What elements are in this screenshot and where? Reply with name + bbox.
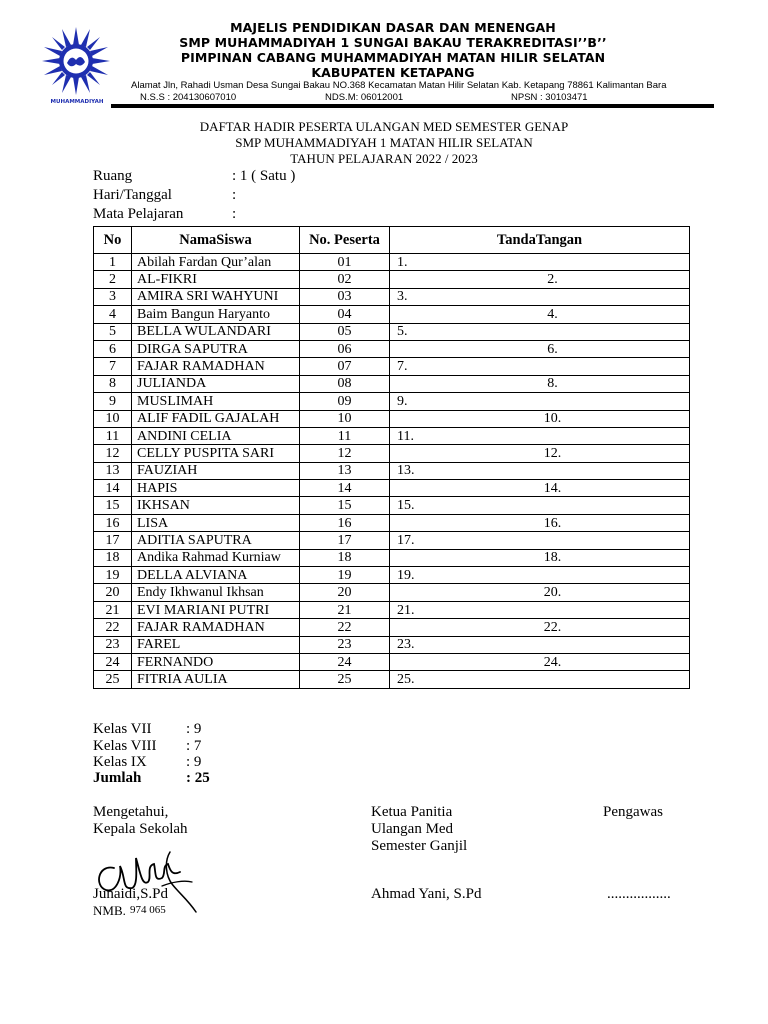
doc-title-line-1: DAFTAR HADIR PESERTA ULANGAN MED SEMESTER GENAP [199,119,569,134]
row-no: 22 [94,619,132,636]
row-no: 14 [94,480,132,497]
row-tanda-tangan: 17. [390,532,690,549]
row-tanda-tangan: 25. [390,671,690,688]
meta-tanggal-value: : [232,187,237,203]
table-row [94,410,690,427]
row-no-peserta: 13 [300,462,390,479]
row-no: 10 [94,410,132,427]
row-tanda-tangan: 2. [390,271,690,288]
row-tanda-tangan: 19. [390,567,690,584]
row-no-peserta: 19 [300,567,390,584]
row-nama-siswa: AL-FIKRI [132,271,300,288]
header-address: Alamat Jln, Rahadi Usman Desa Sungai Bakau NO.368 Kecamatan Matan Hilir Selatan Kab. Ketapang 78861 Kalimantan Bara [131,80,667,91]
row-tanda-tangan: 18. [390,549,690,566]
row-no: 11 [94,427,132,444]
row-no: 5 [94,323,132,340]
row-no: 13 [94,462,132,479]
row-no-peserta: 06 [300,340,390,357]
summary-kelas9-label: Kelas IX [93,754,147,770]
row-tanda-tangan: 9. [390,393,690,410]
table-row [94,636,690,653]
sign-left-line-2: Kepala Sekolah [93,821,188,837]
row-nama-siswa: ADITIA SAPUTRA [132,532,300,549]
row-no: 19 [94,567,132,584]
row-no-peserta: 05 [300,323,390,340]
header-nss: N.S.S : 204130607010 [140,92,237,103]
table-row [94,480,690,497]
sign-middle-line-3: Semester Ganjil [371,838,468,854]
col-header-tandatangan: TandaTangan [390,227,690,254]
sign-middle-line-1: Ketua Panitia [371,804,453,820]
sign-left-line-1: Mengetahui, [93,804,169,820]
row-nama-siswa: FERNANDO [132,653,300,670]
row-no: 12 [94,445,132,462]
row-nama-siswa: FITRIA AULIA [132,671,300,688]
row-no-peserta: 01 [300,254,390,271]
row-no: 9 [94,393,132,410]
row-no-peserta: 16 [300,514,390,531]
summary-jumlah-value: : 25 [186,770,210,786]
header-line-2: SMP MUHAMMADIYAH 1 SUNGAI BAKAU TERAKREDITASI’’B’’ [179,35,607,50]
row-no: 23 [94,636,132,653]
table-row [94,427,690,444]
table-row [94,653,690,670]
row-no: 15 [94,497,132,514]
row-tanda-tangan: 8. [390,375,690,392]
header-line-4: KABUPATEN KETAPANG [311,65,475,80]
table-row [94,288,690,305]
school-logo [40,25,112,107]
row-no-peserta: 11 [300,427,390,444]
row-no-peserta: 07 [300,358,390,375]
header-npsn: NPSN : 30103471 [511,92,588,103]
row-tanda-tangan: 1. [390,254,690,271]
table-row [94,306,690,323]
row-tanda-tangan: 10. [390,410,690,427]
sign-left-nmb-label: NMB. [93,903,126,918]
row-no-peserta: 08 [300,375,390,392]
table-row [94,340,690,357]
row-no: 6 [94,340,132,357]
table-row [94,375,690,392]
row-tanda-tangan: 14. [390,480,690,497]
row-nama-siswa: DELLA ALVIANA [132,567,300,584]
row-no: 20 [94,584,132,601]
table-row [94,601,690,618]
sign-middle-line-2: Ulangan Med [371,821,454,837]
table-row [94,358,690,375]
row-no-peserta: 12 [300,445,390,462]
meta-ruang-label: Ruang [93,168,133,184]
row-nama-siswa: JULIANDA [132,375,300,392]
row-no-peserta: 02 [300,271,390,288]
row-no: 18 [94,549,132,566]
sign-middle-name: Ahmad Yani, S.Pd [371,886,482,902]
row-nama-siswa: ANDINI CELIA [132,427,300,444]
summary-kelas7-value: : 9 [186,721,202,737]
row-nama-siswa: Andika Rahmad Kurniaw [132,549,300,566]
row-no: 8 [94,375,132,392]
row-nama-siswa: LISA [132,514,300,531]
col-header-no: No [94,227,132,254]
row-no-peserta: 18 [300,549,390,566]
row-tanda-tangan: 24. [390,653,690,670]
row-nama-siswa: FAREL [132,636,300,653]
row-no-peserta: 14 [300,480,390,497]
row-tanda-tangan: 12. [390,445,690,462]
row-no: 7 [94,358,132,375]
sign-left-nmb-value: 974 065 [130,904,166,916]
table-row [94,323,690,340]
row-no: 2 [94,271,132,288]
header-line-3: PIMPINAN CABANG MUHAMMADIYAH MATAN HILIR SELATAN [180,50,606,65]
table-row [94,462,690,479]
table-row [94,254,690,271]
row-tanda-tangan: 5. [390,323,690,340]
attendance-table [93,226,690,689]
row-nama-siswa: FAJAR RAMADHAN [132,619,300,636]
row-nama-siswa: Baim Bangun Haryanto [132,306,300,323]
row-no: 25 [94,671,132,688]
row-nama-siswa: ALIF FADIL GAJALAH [132,410,300,427]
row-tanda-tangan: 21. [390,601,690,618]
meta-ruang-value: : 1 ( Satu ) [232,168,296,184]
row-nama-siswa: MUSLIMAH [132,393,300,410]
summary-kelas7-label: Kelas VII [93,721,152,737]
row-no-peserta: 09 [300,393,390,410]
table-row [94,584,690,601]
row-tanda-tangan: 6. [390,340,690,357]
header-line-1: MAJELIS PENDIDIKAN DASAR DAN MENENGAH [230,20,556,35]
row-tanda-tangan: 22. [390,619,690,636]
muhammadiyah-sun-icon [40,25,112,97]
meta-mapel-label: Mata Pelajaran [93,206,184,222]
row-no-peserta: 04 [300,306,390,323]
row-nama-siswa: DIRGA SAPUTRA [132,340,300,357]
doc-title-line-3: TAHUN PELAJARAN 2022 / 2023 [290,151,478,166]
row-no-peserta: 25 [300,671,390,688]
row-no-peserta: 20 [300,584,390,601]
row-nama-siswa: EVI MARIANI PUTRI [132,601,300,618]
row-no-peserta: 17 [300,532,390,549]
row-no-peserta: 22 [300,619,390,636]
summary-kelas8-value: : 7 [186,738,202,754]
row-tanda-tangan: 13. [390,462,690,479]
table-row [94,514,690,531]
row-nama-siswa: CELLY PUSPITA SARI [132,445,300,462]
header-divider [111,104,714,108]
row-no-peserta: 23 [300,636,390,653]
row-nama-siswa: FAJAR RAMADHAN [132,358,300,375]
table-header-row [94,227,690,254]
row-no-peserta: 21 [300,601,390,618]
row-tanda-tangan: 4. [390,306,690,323]
table-row [94,497,690,514]
header-nds: NDS.M: 06012001 [325,92,404,103]
sign-left-name: Junaidi,S.Pd [93,886,169,902]
table-row [94,445,690,462]
table-row [94,532,690,549]
col-header-nama: NamaSiswa [132,227,300,254]
row-nama-siswa: FAUZIAH [132,462,300,479]
row-tanda-tangan: 15. [390,497,690,514]
row-no: 17 [94,532,132,549]
row-nama-siswa: Endy Ikhwanul Ikhsan [132,584,300,601]
table-row [94,271,690,288]
row-tanda-tangan: 11. [390,427,690,444]
row-nama-siswa: AMIRA SRI WAHYUNI [132,288,300,305]
row-no: 16 [94,514,132,531]
row-no: 4 [94,306,132,323]
row-tanda-tangan: 3. [390,288,690,305]
summary-kelas8-label: Kelas VIII [93,738,157,754]
meta-tanggal-label: Hari/Tanggal [93,187,172,203]
table-row [94,549,690,566]
table-row [94,393,690,410]
table-row [94,567,690,584]
logo-caption: MUHAMMADIYAH [50,99,104,105]
row-no: 24 [94,653,132,670]
row-no-peserta: 10 [300,410,390,427]
row-no-peserta: 03 [300,288,390,305]
row-no-peserta: 15 [300,497,390,514]
col-header-peserta: No. Peserta [300,227,390,254]
table-row [94,671,690,688]
row-tanda-tangan: 23. [390,636,690,653]
row-no: 1 [94,254,132,271]
row-no-peserta: 24 [300,653,390,670]
doc-title-line-2: SMP MUHAMMADIYAH 1 MATAN HILIR SELATAN [235,135,533,150]
row-tanda-tangan: 16. [390,514,690,531]
row-nama-siswa: Abilah Fardan Qur’alan [132,254,300,271]
table-row [94,619,690,636]
row-no: 21 [94,601,132,618]
summary-kelas9-value: : 9 [186,754,202,770]
row-nama-siswa: HAPIS [132,480,300,497]
sign-right-line-1: Pengawas [603,804,663,820]
row-no: 3 [94,288,132,305]
row-tanda-tangan: 7. [390,358,690,375]
row-tanda-tangan: 20. [390,584,690,601]
sign-right-name: ................. [607,886,671,902]
row-nama-siswa: BELLA WULANDARI [132,323,300,340]
row-nama-siswa: IKHSAN [132,497,300,514]
meta-mapel-value: : [232,206,237,222]
summary-jumlah-label: Jumlah [93,770,142,786]
